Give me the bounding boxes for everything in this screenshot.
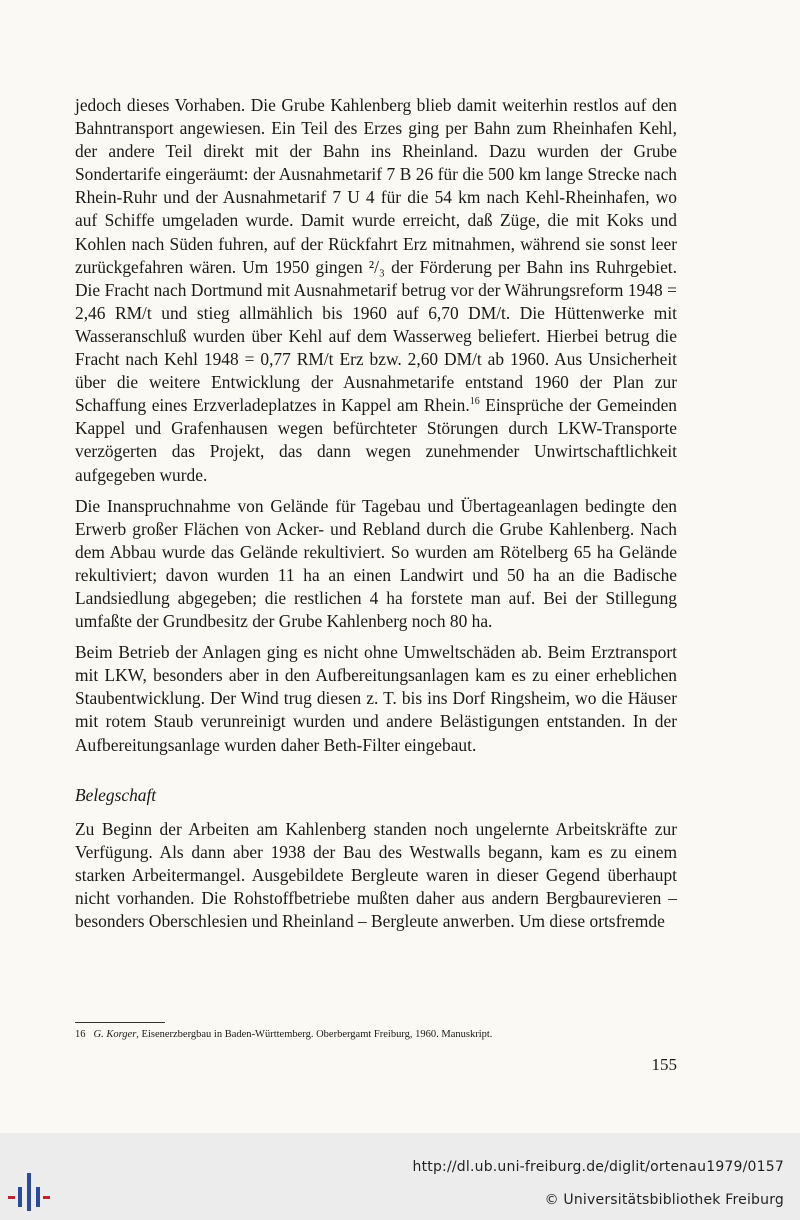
paragraph-1: jedoch dieses Vorhaben. Die Grube Kahlenberg blieb damit weiterhin restlos auf den Bahntransport angewiesen. Ein Teil des Erzes ging per Bahn zum Rheinhafen Kehl, der andere Teil direkt mit der Bahn ins Rheinland. Dazu wurden der Grube Sondertarife eingeräumt: der Ausnahmetarif 7 B 26 für die 500 km lange Strecke nach Rhein-Ruhr und der Ausnahmetarif 7 U 4 für die 54 km nach Kehl-Rheinhafen, wo auf Schiffe umgeladen wurde. Damit wurde erreicht, daß Züge, die mit Koks und Kohlen nach Süden fuhren, auf der Rückfahrt Erz mitnahmen, während sie sonst leer zurückgefahren wären. Um 1950 gingen ²/₃ der Förderung per Bahn ins Ruhrgebiet. Die Fracht nach Dortmund mit Ausnahmetarif betrug vor der Währungsreform 1948 = 2,46 RM/t und stieg allmählich bis 1960 auf 6,70 DM/t. Die Hüttenwerke mit Wasseranschluß wurden über Kehl auf dem Wasserweg beliefert. Hierbei betrug die Fracht nach Kehl 1948 = 0,77 RM/t Erz bzw. 2,60 DM/t ab 1960. Aus Unsicherheit über die weitere Entwicklung der Ausnahmetarife entstand 1960 der Plan zur Schaffung eines Erzverladeplatzes in Kappel am Rhein.$^{16}$ Einsprüche der Gemeinden Kappel und Grafenhausen wegen befürchteter Störungen durch LKW-Transporte verzögerten das Projekt, das dann wegen zunehmender Unwirtschaftlichkeit aufgegeben wurde. [75,95,677,485]
fraction-two-thirds: ²/₃ [368,256,385,277]
body-text [75,94,677,933]
page-number: 155 [651,1055,677,1074]
footnote-divider [75,1022,165,1023]
paragraph-2: Die Inanspruchnahme von Gelände für Tagebau und Übertageanlagen bedingte den Erwerb großer Flächen von Acker- und Rebland durch die Grube Kahlenberg. Nach dem Abbau wurde das Gelände rekultiviert. So wurden am Rötelberg 65 ha Gelände rekultiviert; davon wurden 11 ha an einen Landwirt und 50 ha an die Badische Landsiedlung abgegeben; die restlichen 4 ha forstete man auf. Bei der Stillegung umfaßte der Grundbesitz der Grube Kahlenberg noch 80 ha. [75,495,677,632]
footnote-reference: 16 [469,396,480,408]
footnote-author: G. Korger [93,1029,137,1040]
ub-freiburg-logo-icon[interactable] [8,1173,50,1211]
paragraph-4: Zu Beginn der Arbeiten am Kahlenberg standen noch ungelernte Arbeitskräfte zur Verfügung. Als dann aber 1938 der Bau des Westwalls begann, kam es zu einem starken Arbeitermangel. Ausgebildete Bergleute waren in dieser Gegend überhaupt nicht vorhanden. Die Rohstoffbetriebe mußten daher aus andern Bergbaurevieren – besonders Oberschlesien und Rheinland – Bergleute anwerben. Um diese ortsfremde [75,818,677,932]
section-heading: Belegschaft [75,784,157,805]
footnote-number: 16 [75,1029,86,1040]
footnote [75,1028,677,1041]
footnote-text: , Eisenerzbergbau in Baden-Württemberg. Oberbergamt Freiburg, 1960. Manuskript. [136,1029,493,1040]
source-url-link[interactable]: http://dl.ub.uni-freiburg.de/diglit/ortenau1979/0157 [412,1159,784,1175]
footer-bar [0,1133,800,1220]
copyright-text: © Universitätsbibliothek Freiburg [544,1192,784,1208]
paragraph-3: Beim Betrieb der Anlagen ging es nicht ohne Umweltschäden ab. Beim Erztransport mit LKW, besonders aber in den Aufbereitungsanlagen kam es zu einer erheblichen Staubentwicklung. Der Wind trug diesen z. T. bis ins Dorf Ringsheim, wo die Häuser mit rotem Staub verunreinigt wurden und andere Belästigungen entstanden. In der Aufbereitungsanlage wurden daher Beth-Filter eingebaut. [75,642,677,755]
